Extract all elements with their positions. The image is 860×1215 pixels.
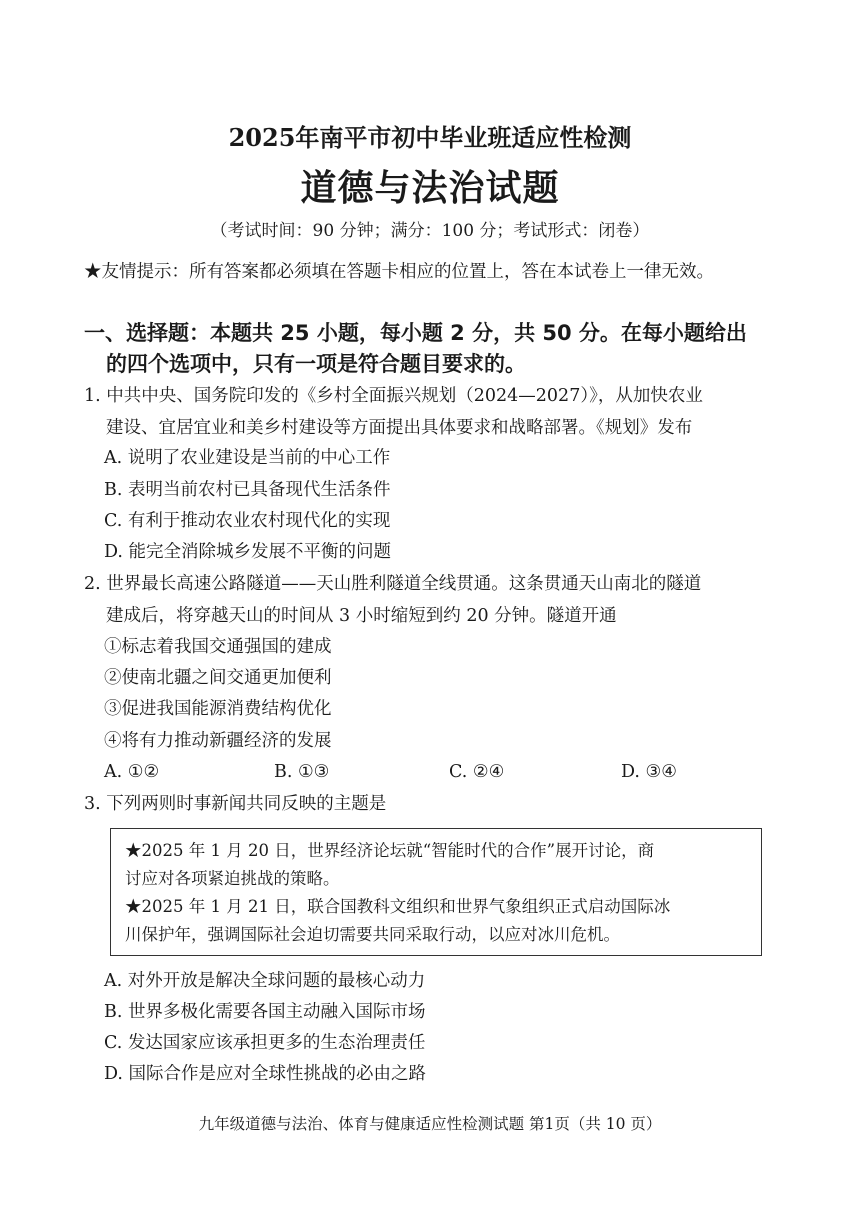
question-2-statement-2: ②使南北疆之间交通更加便利 (104, 668, 332, 688)
question-2-option-d: D. ③④ (621, 762, 677, 782)
question-2-option-a: A. ①② (104, 762, 160, 782)
question-1-option-b: B. 表明当前农村已具备现代生活条件 (104, 480, 391, 500)
question-1-option-c: C. 有利于推动农业农村现代化的实现 (104, 511, 391, 531)
exam-title: 2025年南平市初中毕业班适应性检测 (228, 123, 632, 152)
question-1-stem-line1: 1. 中共中央、国务院印发的《乡村全面振兴规划（2024—2027）》，从加快农业 (84, 386, 703, 406)
news-line-3: ★2025 年 1 月 21 日，联合国教科文组织和世界气象组织正式启动国际冰 (125, 897, 671, 916)
question-2-stem-line2: 建成后，将穿越天山的时间从 3 小时缩短到约 20 分钟。隧道开通 (106, 606, 617, 626)
question-3-option-b: B. 世界多极化需要各国主动融入国际市场 (104, 1002, 426, 1022)
question-3-option-c: C. 发达国家应该承担更多的生态治理责任 (104, 1033, 426, 1053)
question-3-stem (84, 788, 784, 820)
question-1-stem-line2: 建设、宜居宜业和美乡村建设等方面提出具体要求和战略部署。《规划》发布 (106, 418, 693, 438)
question-3-option-a: A. 对外开放是解决全球问题的最核心动力 (104, 971, 426, 991)
question-1-option-a: A. 说明了农业建设是当前的中心工作 (104, 448, 391, 468)
news-line-1: ★2025 年 1 月 20 日，世界经济论坛就“智能时代的合作”展开讨论，商 (125, 841, 655, 860)
section-title-line2: 的四个选项中，只有一项是符合题目要求的。 (106, 352, 526, 376)
section-title (84, 318, 784, 380)
exam-info: （考试时间：90 分钟；满分：100 分；考试形式：闭卷） (210, 221, 650, 241)
section-title-line1: 一、选择题：本题共 25 小题，每小题 2 分，共 50 分。在每小题给出 (84, 321, 747, 345)
question-2-statement-1: ①标志着我国交通强国的建成 (104, 637, 332, 657)
news-line-4: 川保护年，强调国际社会迫切需要共同采取行动，以应对冰川危机。 (125, 925, 620, 944)
question-2-option-b: B. ①③ (274, 762, 330, 782)
question-3-stem-line: 3. 下列两则时事新闻共同反映的主题是 (84, 794, 387, 814)
question-2-statement-3: ③促进我国能源消费结构优化 (104, 699, 332, 719)
question-1-option-d: D. 能完全消除城乡发展不平衡的问题 (104, 542, 392, 562)
subject-title: 道德与法治试题 (300, 167, 560, 209)
question-3-option-d: D. 国际合作是应对全球性挑战的必由之路 (104, 1064, 427, 1084)
question-2-stem-line1: 2. 世界最长高速公路隧道——天山胜利隧道全线贯通。这条贯通天山南北的隧道 (84, 574, 702, 594)
page-footer: 九年级道德与法治、体育与健康适应性检测试题 第1页（共 10 页） (198, 1115, 662, 1133)
question-2-stem (84, 568, 784, 632)
question-2-option-c: C. ②④ (449, 762, 505, 782)
news-line-2: 讨应对各项紧迫挑战的策略。 (125, 869, 340, 888)
question-2-statement-4: ④将有力推动新疆经济的发展 (104, 731, 332, 751)
news-box (110, 828, 762, 956)
question-1-stem (84, 380, 784, 444)
friendly-tip: ★友情提示：所有答案都必须填在答题卡相应的位置上，答在本试卷上一律无效。 (84, 262, 714, 282)
